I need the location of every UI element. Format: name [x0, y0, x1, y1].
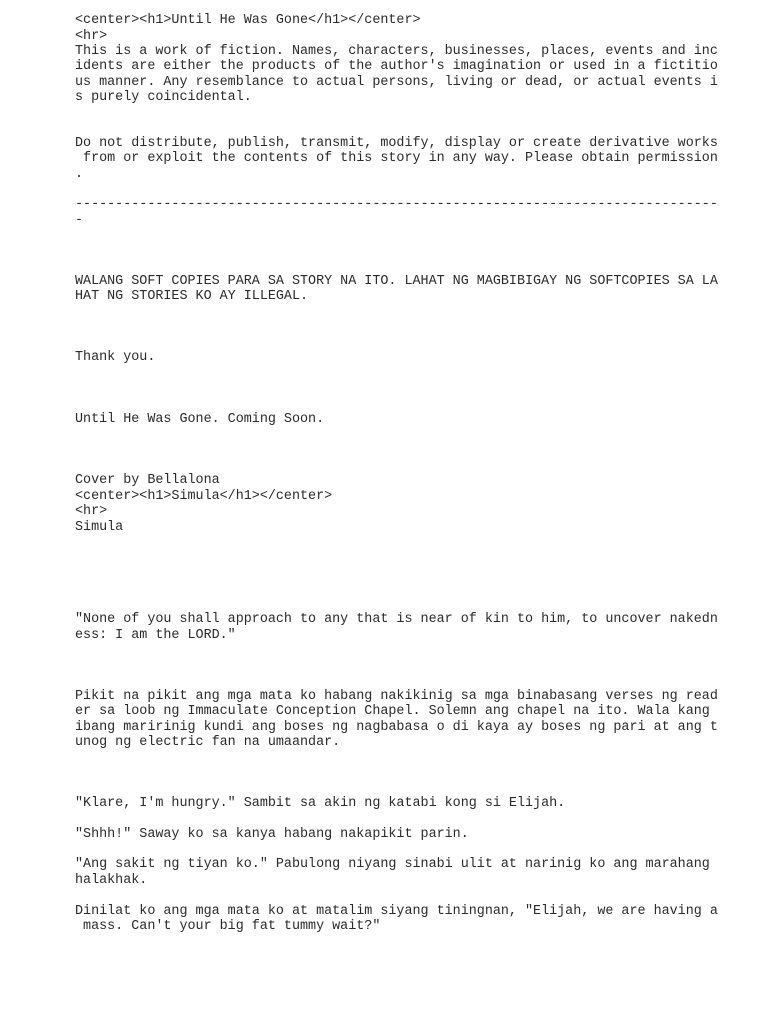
text-line: <hr>: [75, 29, 108, 44]
text-line: <center><h1>Simula</h1></center>: [75, 489, 333, 504]
separator-line: -: [75, 213, 84, 228]
text-line: idents are either the products of the author's imagination or used in a fictitio: [75, 59, 718, 74]
text-line: halakhak.: [75, 873, 148, 888]
text-line: Thank you.: [75, 350, 156, 365]
text-line: Dinilat ko ang mga mata ko at matalim siyang tiningnan, "Elijah, we are having a: [75, 904, 718, 919]
text-line: "None of you shall approach to any that is near of kin to him, to uncover nakedn: [75, 612, 718, 627]
text-line: "Shhh!" Saway ko sa kanya habang nakapikit parin.: [75, 827, 469, 842]
text-line: <center><h1>Until He Was Gone</h1></center>: [75, 13, 421, 28]
text-line: er sa loob ng Immaculate Conception Chapel. Solemn ang chapel na ito. Wala kang: [75, 704, 710, 719]
text-line: Cover by Bellalona: [75, 473, 220, 488]
text-line: Until He Was Gone. Coming Soon.: [75, 412, 325, 427]
text-line: "Klare, I'm hungry." Sambit sa akin ng katabi kong si Elijah.: [75, 796, 566, 811]
separator-line: --------------------------------------------------------------------------------: [75, 197, 718, 212]
text-line: .: [75, 167, 84, 182]
text-line: This is a work of fiction. Names, characters, businesses, places, events and inc: [75, 44, 718, 59]
text-line: ess: I am the LORD.": [75, 628, 236, 643]
text-line: WALANG SOFT COPIES PARA SA STORY NA ITO. LAHAT NG MAGBIBIGAY NG SOFTCOPIES SA LA: [75, 274, 718, 289]
text-line: Do not distribute, publish, transmit, modify, display or create derivative works: [75, 136, 718, 151]
text-line: <hr>: [75, 504, 108, 519]
text-line: "Ang sakit ng tiyan ko." Pabulong niyang sinabi ulit at narinig ko ang marahang: [75, 857, 710, 872]
text-line: s purely coincidental.: [75, 90, 252, 105]
text-line: mass. Can't your big fat tummy wait?": [75, 919, 381, 934]
chapter-heading: Simula: [75, 520, 124, 535]
text-line: from or exploit the contents of this story in any way. Please obtain permission: [75, 151, 718, 166]
text-line: Pikit na pikit ang mga mata ko habang nakikinig sa mga binabasang verses ng read: [75, 689, 718, 704]
text-line: us manner. Any resemblance to actual persons, living or dead, or actual events i: [75, 75, 718, 90]
text-line: unog ng electric fan na umaandar.: [75, 735, 341, 750]
text-line: ibang maririnig kundi ang boses ng nagbabasa o di kaya ay boses ng pari at ang t: [75, 720, 718, 735]
text-line: HAT NG STORIES KO AY ILLEGAL.: [75, 289, 309, 304]
